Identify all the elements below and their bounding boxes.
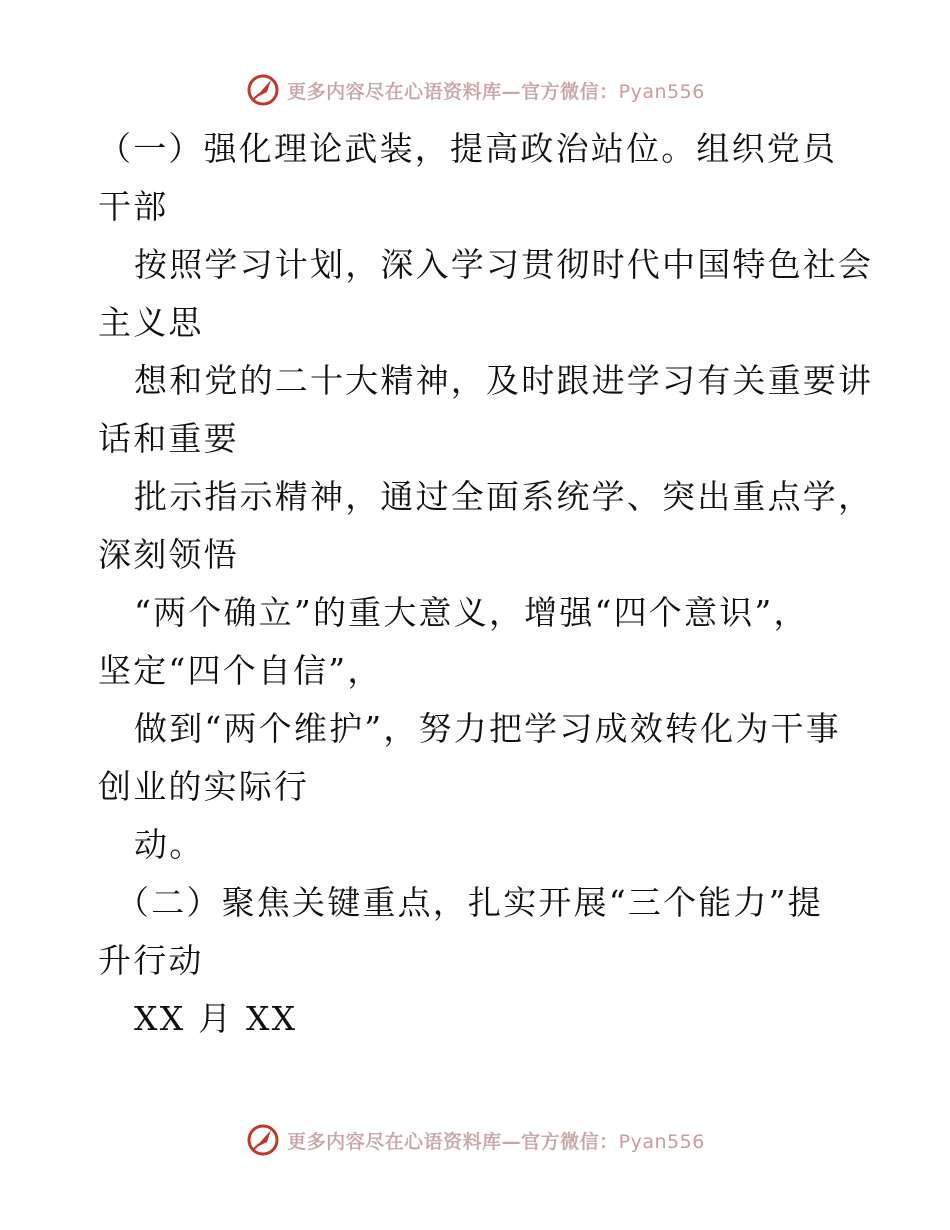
- footer-watermark: [0, 1120, 950, 1160]
- text-line: 深刻领悟: [98, 535, 239, 574]
- text-line: 创业的实际行: [98, 767, 310, 806]
- text-line: “两个确立”的重大意义，增强“四个意识”，: [134, 593, 809, 632]
- text-line: 批示指示精神，通过全面系统学、突出重点学，: [134, 477, 874, 516]
- text-line: 想和党的二十大精神，及时跟进学习有关重要讲: [134, 361, 874, 400]
- document-body: [98, 120, 874, 1048]
- text-line: 做到“两个维护”，努力把学习成效转化为干事: [134, 709, 841, 748]
- header-watermark: [0, 70, 950, 110]
- quill-logo-icon: [245, 1122, 281, 1158]
- text-line: 升行动: [98, 941, 204, 980]
- text-line: 动。: [134, 825, 205, 864]
- text-line: 按照学习计划，深入学习贯彻时代中国特色社会: [134, 245, 874, 284]
- text-line: （二）聚焦关键重点，扎实开展“三个能力”提: [116, 883, 823, 922]
- watermark-text: 更多内容尽在心语资料库—官方微信：Pyan556: [287, 80, 705, 103]
- text-line: 坚定“四个自信”，: [98, 651, 383, 690]
- watermark-text: 更多内容尽在心语资料库—官方微信：Pyan556: [287, 1130, 705, 1153]
- text-line: 话和重要: [98, 419, 239, 458]
- text-line: （一）强化理论武装，提高政治站位。组织党员: [98, 129, 838, 168]
- text-line: 干部: [98, 187, 169, 226]
- date-line: XX 月 XX: [134, 999, 298, 1038]
- text-line: 主义思: [98, 303, 204, 342]
- quill-logo-icon: [245, 72, 281, 108]
